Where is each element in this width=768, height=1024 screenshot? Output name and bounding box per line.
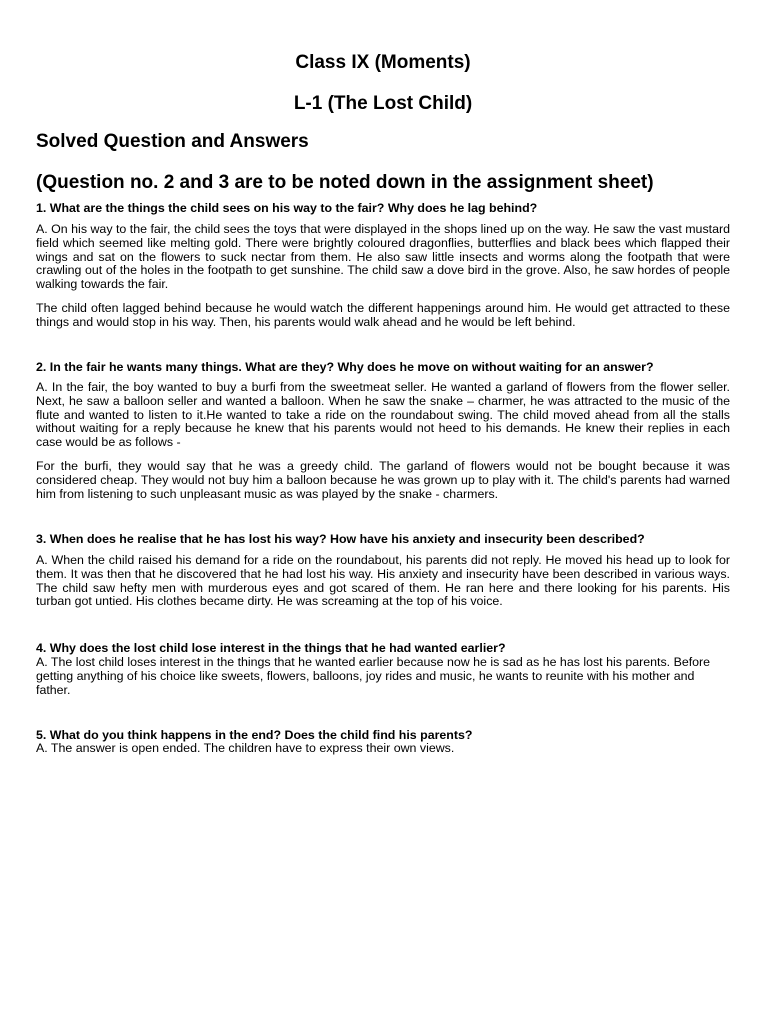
question-4: 4. Why does the lost child lose interest in the things that he had wanted earlier? [36,641,506,655]
answer-5-paragraph-1: A. The answer is open ended. The children have to express their own views. [36,741,455,755]
answer-4-paragraph-1: A. The lost child loses interest in the things that he wanted earlier because now he is sad as he has lost his parents. Before getting anything of his choice like sweets, flowers, balloons, joy rides and music, he wants to reunite with his mother and father. [36,655,711,697]
question-3: 3. When does he realise that he has lost his way? How have his anxiety and insecurity been described? [36,532,645,546]
lesson-title: L-1 (The Lost Child) [293,93,473,114]
answer-2-paragraph-1: A. In the fair, the boy wanted to buy a burfi from the sweetmeat seller. He wanted a garland of flowers from the flower seller. Next, he saw a balloon seller and wanted a balloon. When he saw the snake – charmer, he was attracted to the music of the flute and wanted to listen to it.He wanted to take a ride on the roundabout swing. The child moved ahead from all the stalls without waiting for a reply because he knew that his parents would not heed to his demands. He knew their replies in each case would be as follows - [36,380,730,450]
section-heading: Solved Question and Answers [36,131,309,152]
answer-3-paragraph-1: A. When the child raised his demand for a ride on the roundabout, his parents did not reply. He moved his head up to look for them. It was then that he discovered that he had lost his way. His anxiety and insecurity have been described in various ways. The child saw hefty men with murderous eyes and got scared of them. He ran here and there looking for his parents. His turban got untied. His clothes became dirty. He was screaming at the top of his voice. [36,553,730,609]
answer-1-paragraph-2: The child often lagged behind because he would watch the different happenings around him. He would get attracted to these things and would stop in his way. Then, his parents would walk ahead and he would be left behind. [36,301,730,329]
answer-2-paragraph-2: For the burfi, they would say that he was a greedy child. The garland of flowers would not be bought because it was considered cheap. They would not buy him a balloon because he was grown up to play with it. The child's parents had warned him from listening to such unpleasant music as was played by the snake - charmers. [36,459,730,501]
document-title: Class IX (Moments) [295,52,471,73]
question-2: 2. In the fair he wants many things. What are they? Why does he move on without waiting for an answer? [36,360,654,374]
answer-1-paragraph-1: A. On his way to the fair, the child sees the toys that were displayed in the shops lined up on the way. He saw the vast mustard field which seemed like melting gold. There were brightly coloured dragonflies, butterflies and black bees which flapped their wings and sat on the flowers to suck nectar from them. He also saw little insects and worms along the footpath that were crawling out of the holes in the footpath to get sunshine. The child saw a dove bird in the grove. Also, he saw hordes of people walking towards the fair. [36,222,730,292]
question-5: 5. What do you think happens in the end? Does the child find his parents? [36,728,473,742]
question-1: 1. What are the things the child sees on his way to the fair? Why does he lag behind? [36,201,538,215]
assignment-note: (Question no. 2 and 3 are to be noted down in the assignment sheet) [36,172,654,193]
